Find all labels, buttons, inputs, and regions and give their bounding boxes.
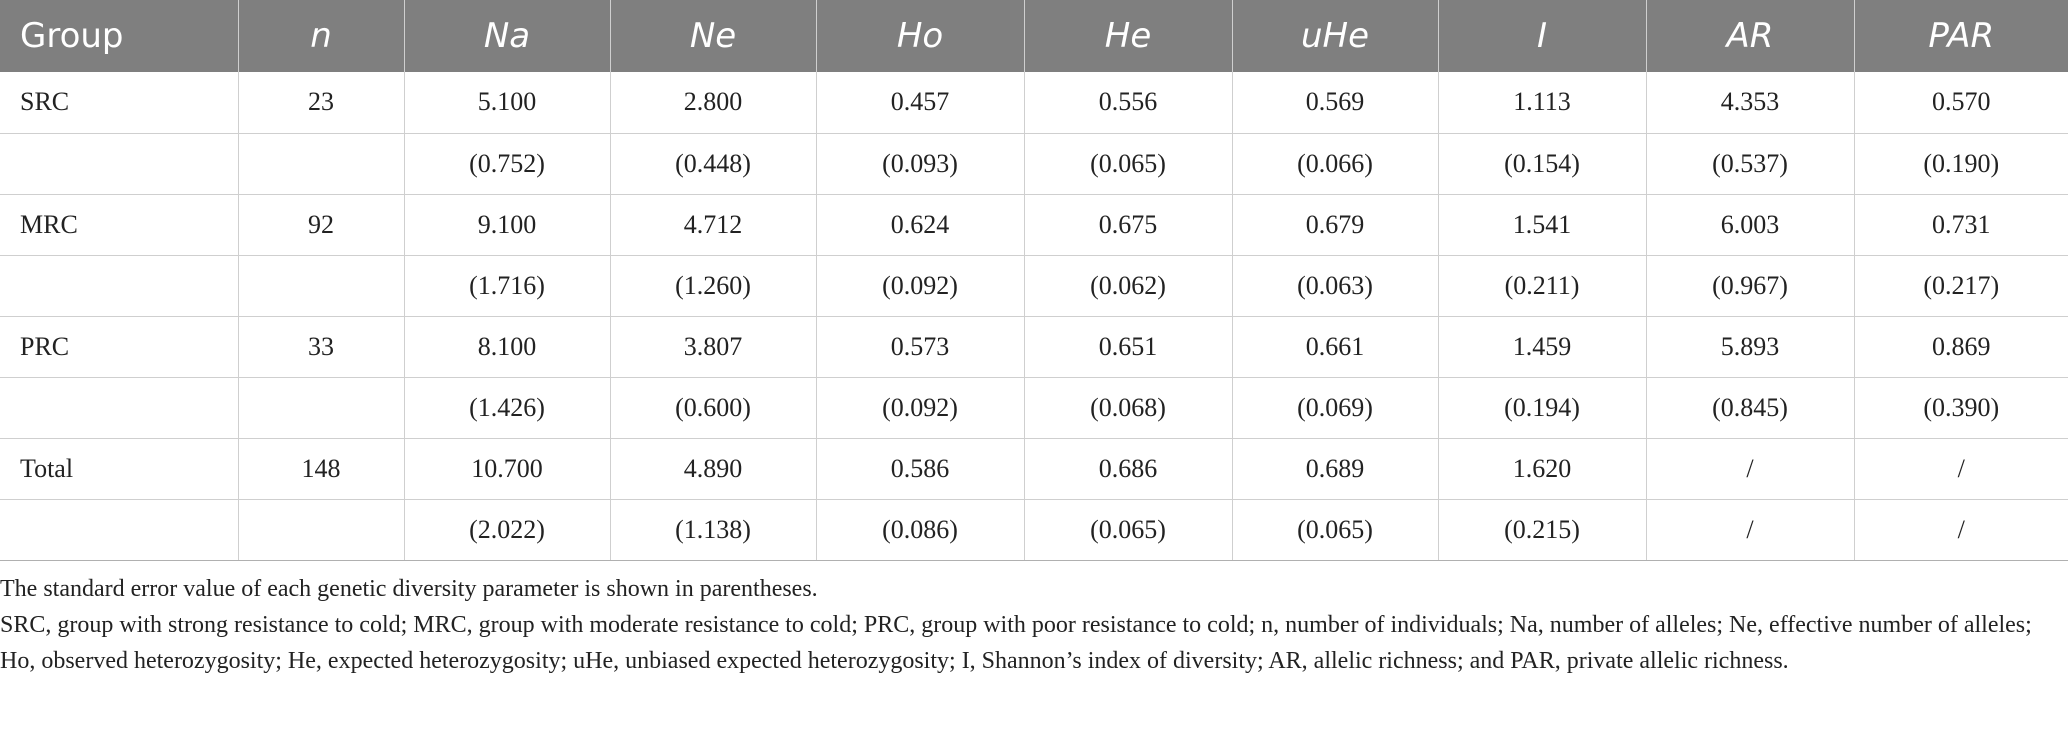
table-cell: (0.845) [1646,377,1854,438]
table-cell: (0.752) [404,133,610,194]
table-cell: PRC [0,316,238,377]
table-cell: (1.138) [610,499,816,560]
header-par: PAR [1928,16,1995,56]
table-cell: 0.731 [1854,194,2068,255]
table-cell: 0.869 [1854,316,2068,377]
table-cell: 33 [238,316,404,377]
table-cell: (0.194) [1438,377,1646,438]
table-cell: (0.217) [1854,255,2068,316]
footnote-abbreviations: SRC, group with strong resistance to cold; MRC, group with moderate resistance to cold; PRC, group with poor resistance to cold; n, number of individuals; Na, number of alleles; Ne, effective number of alleles; Ho, observed heterozygosity; He, expected heterozygosity; uHe, unbiased expected heterozygosity; I, Shannon’s index of diversity; AR, allelic richness; and PAR, private allelic richness. [0,611,2032,674]
header-he: He [1024,0,1232,72]
header-i: I [1438,0,1646,72]
table-cell: (0.066) [1232,133,1438,194]
table-cell: 0.624 [816,194,1024,255]
table-row [0,194,2068,255]
table-cell: 0.569 [1232,72,1438,133]
table-cell: SRC [0,72,238,133]
table-row [0,316,2068,377]
footnote-standard-error: The standard error value of each genetic diversity parameter is shown in parentheses. [0,575,818,602]
table-cell: 0.573 [816,316,1024,377]
table-cell: 8.100 [404,316,610,377]
table-cell: / [1854,438,2068,499]
table-cell: 9.100 [404,194,610,255]
table-cell: / [1854,499,2068,560]
table-cell: 5.893 [1646,316,1854,377]
table-cell: 1.620 [1438,438,1646,499]
table-cell: (0.211) [1438,255,1646,316]
table-cell: 3.807 [610,316,816,377]
table-cell: 0.686 [1024,438,1232,499]
table-cell: (0.093) [816,133,1024,194]
table-row [0,255,2068,316]
table-cell: 4.353 [1646,72,1854,133]
table-cell: (0.967) [1646,255,1854,316]
table-cell: (0.065) [1024,133,1232,194]
table-cell: / [1646,438,1854,499]
table-row [0,377,2068,438]
table-cell [238,255,404,316]
table-cell: 0.457 [816,72,1024,133]
table-cell: (0.063) [1232,255,1438,316]
header-ar: AR [1646,0,1854,72]
table-cell: (1.260) [610,255,816,316]
table-cell: 92 [238,194,404,255]
header-ho: Ho [816,0,1024,72]
table-cell: 10.700 [404,438,610,499]
table-cell: (0.062) [1024,255,1232,316]
table-cell: (0.092) [816,255,1024,316]
table-cell: (0.190) [1854,133,2068,194]
table-cell: 0.556 [1024,72,1232,133]
table-cell: (0.092) [816,377,1024,438]
table-cell: (1.716) [404,255,610,316]
table-cell: (0.065) [1024,499,1232,560]
table-cell: 4.890 [610,438,816,499]
table-cell: (0.390) [1854,377,2068,438]
table-cell: 6.003 [1646,194,1854,255]
table-cell: Total [0,438,238,499]
table-cell [238,377,404,438]
table-footnotes [0,561,2068,679]
table-cell: 1.459 [1438,316,1646,377]
table-row [0,438,2068,499]
table-row [0,72,2068,133]
table-cell: 148 [238,438,404,499]
table-cell: 0.570 [1854,72,2068,133]
table-cell: 0.661 [1232,316,1438,377]
table-cell: 0.586 [816,438,1024,499]
header-ne: Ne [610,0,816,72]
table-body [0,72,2068,560]
table-cell: 0.675 [1024,194,1232,255]
header-group: Group [0,0,238,72]
table-cell: (0.537) [1646,133,1854,194]
table-row [0,133,2068,194]
table-cell: MRC [0,194,238,255]
header-na: Na [404,0,610,72]
table-cell: 1.113 [1438,72,1646,133]
table-cell: / [1646,499,1854,560]
table-row [0,499,2068,560]
table-cell: 0.651 [1024,316,1232,377]
table-cell: 1.541 [1438,194,1646,255]
table-cell [0,255,238,316]
table-cell: (0.154) [1438,133,1646,194]
table-cell: 2.800 [610,72,816,133]
table-cell: (0.448) [610,133,816,194]
table-cell: 0.679 [1232,194,1438,255]
table-cell: (0.065) [1232,499,1438,560]
table-cell: (0.068) [1024,377,1232,438]
table-cell: 5.100 [404,72,610,133]
table-cell: (0.215) [1438,499,1646,560]
table-cell: (1.426) [404,377,610,438]
table-cell [238,133,404,194]
table-cell [0,377,238,438]
table-cell: 23 [238,72,404,133]
table-cell [238,499,404,560]
header-n: n [238,0,404,72]
table-cell [0,499,238,560]
header-row [0,0,2068,72]
table-cell: (0.086) [816,499,1024,560]
header-uhe: uHe [1232,0,1438,72]
table-cell: 0.689 [1232,438,1438,499]
table-cell: (2.022) [404,499,610,560]
table-cell: 4.712 [610,194,816,255]
table-cell [0,133,238,194]
table-cell: (0.069) [1232,377,1438,438]
table-cell: (0.600) [610,377,816,438]
